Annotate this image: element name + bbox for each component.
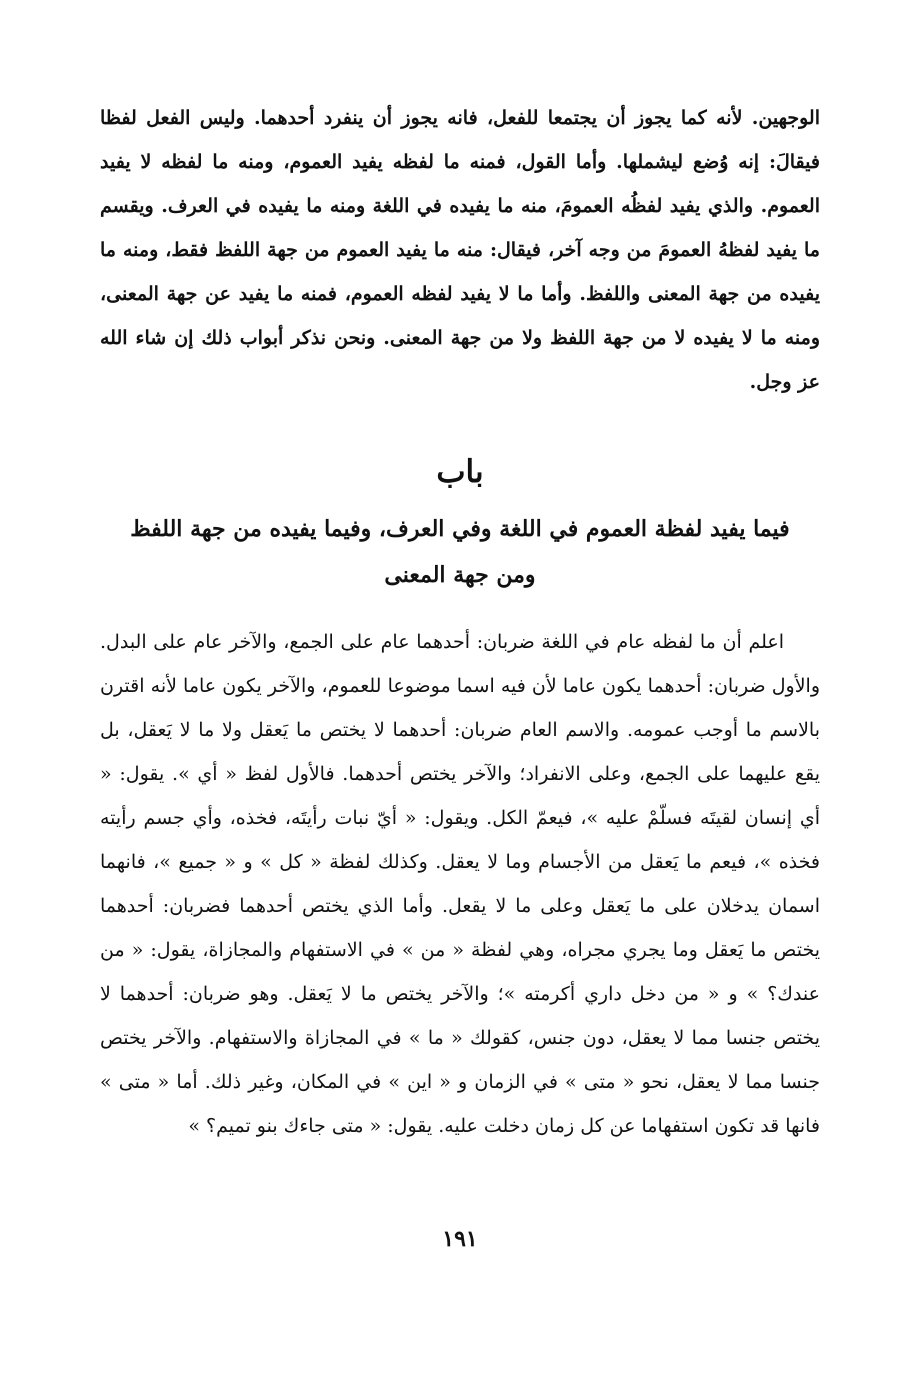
- chapter-subtitle: [100, 506, 820, 598]
- book-page: [100, 96, 820, 1346]
- chapter-subtitle-line-1: فيما يفيد لفظة العموم في اللغة وفي العرف، وفيما يفيده من جهة اللفظ: [130, 516, 790, 542]
- opening-paragraph: الوجهين. لأنه كما يجوز أن يجتمعا للفعل، فانه يجوز أن ينفرد أحدهما. وليس الفعل لفظا فيقالَ: إنه وُضع ليشملها. وأما القول، فمنه ما لفظه يفيد العموم، ومنه ما لفظه لا يفيد العموم. والذي يفيد لفظُه العمومَ، منه ما يفيده في اللغة ومنه ما يفيده في العرف. ويقسم ما يفيد لفظهُ العمومَ من وجه آخر، فيقال: منه ما يفيد العموم من جهة اللفظ فقط، ومنه ما يفيده من جهة المعنى واللفظ. وأما ما لا يفيد لفظه العموم، فمنه ما يفيد عن جهة المعنى، ومنه ما لا يفيده لا من جهة اللفظ ولا من جهة المعنى. ونحن نذكر أبواب ذلك إن شاء الله عز وجل.: [100, 107, 820, 393]
- chapter-heading: باب: [436, 454, 484, 490]
- body-paragraph-container: [100, 620, 820, 1148]
- body-paragraph: اعلم أن ما لفظه عام في اللغة ضربان: أحدهما عام على الجمع، والآخر عام على البدل. والأول ضربان: أحدهما يكون عاما لأن فيه اسما موضوعا للعموم، والآخر يكون عاما لأنه اقترن بالاسم ما أوجب عمومه. والاسم العام ضربان: أحدهما لا يختص ما يَعقل ولا ما لا يَعقل، بل يقع عليهما على الجمع، وعلى الانفراد؛ والآخر يختص أحدهما. فالأول لفظ « أي ». يقول: « أي إنسان لقيتَه فسلّمْ عليه »، فيعمّ الكل. ويقول: « أيّ نبات رأيتَه، فخذه، وأي جسم رأيته فخذه »، فيعم ما يَعقل من الأجسام وما لا يعقل. وكذلك لفظة « كل » و « جميع »، فانهما اسمان يدخلان على ما يَعقل وعلى ما لا يقعل. وأما الذي يختص أحدهما فضربان: أحدهما يختص ما يَعقل وما يجري مجراه، وهي لفظة « من » في الاستفهام والمجازاة، يقول: « من عندك؟ » و « من دخل داري أكرمته »؛ والآخر يختص ما لا يَعقل. وهو ضربان: أحدهما لا يختص جنسا مما لا يعقل، دون جنس، كقولك « ما » في المجازاة والاستفهام. والآخر يختص جنسا مما لا يعقل، نحو « متى » في الزمان و « اين » في المكان، وغير ذلك. أما « متى » فانها قد تكون استفهاما عن كل زمان دخلت عليه. يقول: « متى جاءك بنو تميم؟ »: [100, 631, 820, 1137]
- page-number: ١٩١: [442, 1226, 478, 1252]
- chapter-subtitle-line-2: ومن جهة المعنى: [384, 562, 536, 588]
